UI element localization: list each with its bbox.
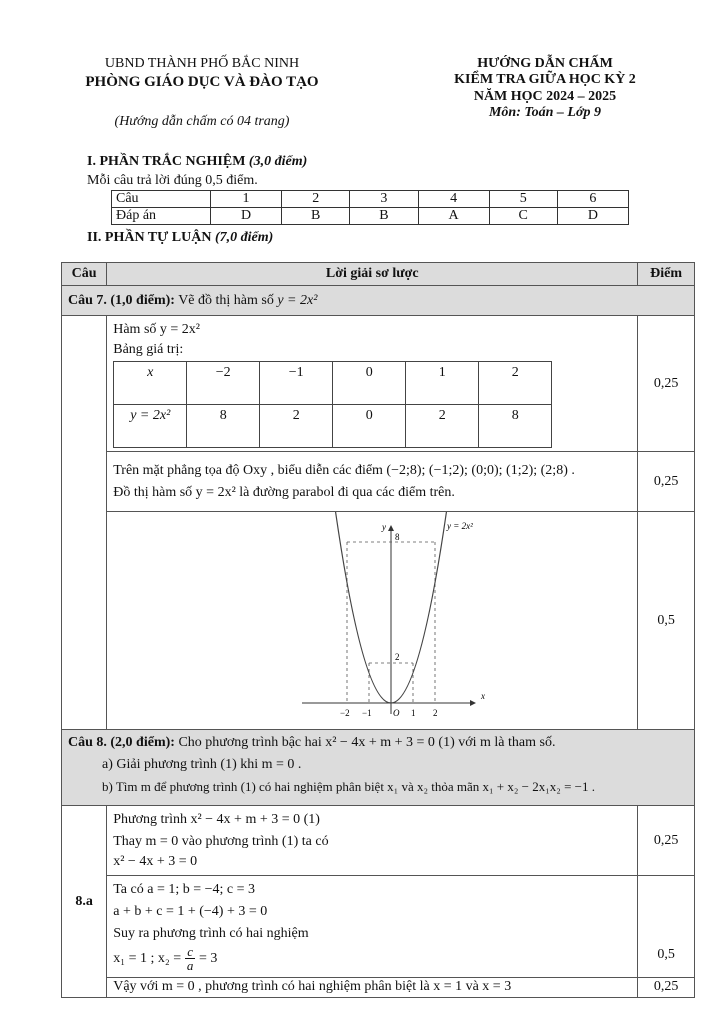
q8a-row-3 bbox=[62, 978, 695, 998]
x-tick-label: −1 bbox=[362, 708, 372, 718]
q7-r1-score: 0,25 bbox=[638, 316, 695, 452]
answer-label-question: Câu bbox=[112, 191, 211, 208]
vt-x-value: −1 bbox=[260, 362, 333, 405]
answer-value: A bbox=[418, 208, 489, 225]
q8a-row-1 bbox=[62, 806, 695, 876]
header-left-line1: UBND THÀNH PHỐ BẮC NINH bbox=[104, 56, 300, 71]
question-number: 1 bbox=[211, 191, 282, 208]
origin-label: O bbox=[393, 708, 400, 718]
part2-title: II. PHẦN TỰ LUẬN bbox=[87, 230, 212, 245]
part2-heading bbox=[87, 230, 273, 246]
q8a-r2-l1: Ta có a = 1; b = −4; c = 3 bbox=[113, 882, 256, 897]
vt-y-value: 8 bbox=[187, 405, 260, 448]
y-tick-label: 2 bbox=[395, 652, 400, 662]
header-right-line1: HƯỚNG DẪN CHẤM bbox=[477, 56, 613, 71]
value-table bbox=[113, 361, 552, 448]
header-right-line3: NĂM HỌC 2024 – 2025 bbox=[473, 89, 617, 104]
q8a-label: 8.a bbox=[62, 806, 107, 998]
x-axis-label: x bbox=[481, 691, 486, 701]
q8a-r1-l3: x² − 4x + 3 = 0 bbox=[113, 854, 198, 869]
answer-value: B bbox=[282, 208, 350, 225]
q8a-r2-l3: Suy ra phương trình có hai nghiệm bbox=[113, 926, 309, 941]
q8a-row1-content bbox=[107, 806, 638, 876]
col-header-score: Điểm bbox=[638, 263, 695, 286]
fraction bbox=[185, 945, 195, 972]
answer-value: D bbox=[211, 208, 282, 225]
q8a-r1-l1: Phương trình x² − 4x + m + 3 = 0 (1) bbox=[113, 812, 320, 827]
answer-value: C bbox=[489, 208, 557, 225]
answer-table-row-q bbox=[112, 191, 629, 208]
q8a-r2-score: 0,5 bbox=[638, 876, 695, 978]
vt-y-value: 2 bbox=[406, 405, 479, 448]
question-number: 5 bbox=[489, 191, 557, 208]
q7-row-3 bbox=[62, 512, 695, 730]
q8a-r1-score: 0,25 bbox=[638, 806, 695, 876]
x-tick-label: 1 bbox=[411, 708, 416, 718]
part1-note: Mỗi câu trả lời đúng 0,5 điểm. bbox=[87, 173, 258, 188]
q8a-r3-score: 0,25 bbox=[638, 978, 695, 998]
question-number: 4 bbox=[418, 191, 489, 208]
question-number: 6 bbox=[557, 191, 628, 208]
vt-x-value: −2 bbox=[187, 362, 260, 405]
q7-r1-line1: Hàm số y = 2x² bbox=[113, 322, 200, 337]
q7-func: y = 2x² bbox=[277, 292, 318, 308]
q8-part-a: a) Giải phương trình (1) khi m = 0 . bbox=[102, 757, 302, 772]
vt-y-label: y = 2x² bbox=[114, 405, 187, 448]
q7-r2-line1: Trên mặt phẳng tọa độ Oxy , biểu diễn các điểm (−2;8); (−1;2); (0;0); (1;2); (2;8) . bbox=[113, 462, 575, 478]
q8a-r2-l4 bbox=[113, 945, 631, 972]
question-number: 2 bbox=[282, 191, 350, 208]
answer-table-row-a bbox=[112, 208, 629, 225]
q8a-row2-content bbox=[107, 876, 638, 978]
vt-y-value: 2 bbox=[260, 405, 333, 448]
q8a-r3: Vậy với m = 0 , phương trình có hai nghiệm phân biệt là x = 1 và x = 3 bbox=[107, 978, 638, 998]
q8a-r2-l4a: x₁ = 1 ; x₂ = bbox=[113, 950, 182, 966]
header-left-line2: PHÒNG GIÁO DỤC VÀ ĐÀO TẠO bbox=[85, 74, 319, 90]
q7-r1-line2: Bảng giá trị: bbox=[113, 342, 184, 357]
x-tick-label: −2 bbox=[340, 708, 350, 718]
vt-x-label: x bbox=[114, 362, 187, 405]
header-right-line2: KIỂM TRA GIỮA HỌC KỲ 2 bbox=[454, 72, 636, 87]
vt-x-value: 2 bbox=[479, 362, 552, 405]
part1-title: I. PHẦN TRẮC NGHIỆM bbox=[87, 154, 246, 169]
vt-y-value: 8 bbox=[479, 405, 552, 448]
q7-r2-line2: Đồ thị hàm số y = 2x² là đường parabol đi qua các điểm trên. bbox=[113, 484, 455, 500]
answer-label-answer: Đáp án bbox=[112, 208, 211, 225]
col-header-cau: Câu bbox=[62, 263, 107, 286]
header-left-line3: (Hướng dẫn chấm có 04 trang) bbox=[114, 114, 290, 129]
question-number: 3 bbox=[350, 191, 418, 208]
q7-r2-score: 0,25 bbox=[638, 452, 695, 512]
value-table-x-row bbox=[114, 362, 552, 405]
q7-header-text: Vẽ đồ thị hàm số bbox=[178, 292, 274, 308]
part1-points: (3,0 điểm) bbox=[248, 154, 308, 169]
vt-y-value: 0 bbox=[333, 405, 406, 448]
y-axis-label: y bbox=[382, 522, 387, 532]
q7-label-cell bbox=[62, 316, 107, 730]
q7-row-1 bbox=[62, 316, 695, 452]
answer-value: D bbox=[557, 208, 628, 225]
q8a-r2-l2: a + b + c = 1 + (−4) + 3 = 0 bbox=[113, 904, 268, 919]
vt-x-value: 0 bbox=[333, 362, 406, 405]
y-tick-label: 8 bbox=[395, 532, 400, 542]
part1-heading bbox=[87, 154, 307, 170]
fraction-denominator: a bbox=[186, 958, 194, 973]
q7-r3-score: 0,5 bbox=[638, 512, 695, 730]
q8a-r2-l4b: = 3 bbox=[198, 950, 218, 966]
curve-label: y = 2x² bbox=[447, 521, 473, 531]
parabola-graph bbox=[107, 512, 637, 724]
vt-x-value: 1 bbox=[406, 362, 479, 405]
value-table-y-row bbox=[114, 405, 552, 448]
q7-graph-cell bbox=[107, 512, 638, 730]
q8-part-b: b) Tìm m để phương trình (1) có hai nghiệm phân biệt x₁ và x₂ thỏa mãn x₁ + x₂ − 2x₁x₂ = −1 . bbox=[102, 779, 595, 794]
q7-row2-content bbox=[107, 452, 638, 512]
fraction-numerator: c bbox=[187, 944, 193, 959]
part2-points: (7,0 điểm) bbox=[214, 230, 274, 245]
q8-header-bold: Câu 8. (2,0 điểm): bbox=[68, 735, 175, 750]
q7-row-2 bbox=[62, 452, 695, 512]
x-tick-label: 2 bbox=[433, 708, 438, 718]
q7-row1-content bbox=[107, 316, 638, 452]
header-right-line4: Môn: Toán – Lớp 9 bbox=[488, 105, 601, 120]
q7-header-bold: Câu 7. (1,0 điểm): bbox=[68, 292, 175, 308]
q8-header bbox=[62, 730, 695, 806]
q8a-r1-l2: Thay m = 0 vào phương trình (1) ta có bbox=[113, 834, 329, 849]
col-header-solution: Lời giải sơ lược bbox=[107, 263, 638, 286]
q7-header bbox=[62, 286, 695, 316]
q8-header-text: Cho phương trình bậc hai x² − 4x + m + 3 = 0 (1) với m là tham số. bbox=[178, 735, 556, 750]
solution-table bbox=[61, 262, 695, 998]
q8-header-line bbox=[68, 732, 688, 754]
q8a-row-2 bbox=[62, 876, 695, 978]
table-header-row bbox=[62, 263, 695, 286]
q7-header-row bbox=[62, 286, 695, 316]
q8-header-row bbox=[62, 730, 695, 806]
answer-value: B bbox=[350, 208, 418, 225]
answer-table bbox=[111, 190, 629, 225]
